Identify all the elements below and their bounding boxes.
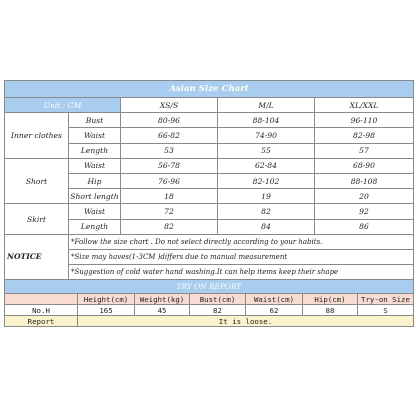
size-value: 82-102 [218,173,315,188]
size-value: 57 [315,143,414,158]
notice-row [5,234,414,249]
size-value: 53 [121,143,218,158]
size-value: 82 [218,204,315,219]
size-value: 55 [218,143,315,158]
size-value: 66-82 [121,128,218,143]
size-value: 82-98 [315,128,414,143]
size-value: 92 [315,204,414,219]
report-label: Report [5,316,78,327]
size-value: 86 [315,219,414,234]
measure-label: Waist [69,158,121,173]
try-on-header: Height(cm) [78,294,135,305]
size-value: 20 [315,189,414,204]
group-label: Inner clothes [5,113,69,159]
size-header-row [5,98,414,113]
size-value: 62-84 [218,158,315,173]
measure-label: Length [69,143,121,158]
group-label: Skirt [5,204,69,234]
report-row [5,316,414,327]
try-on-header: Hip(cm) [303,294,358,305]
unit-label: Unit : CM [5,98,121,113]
try-on-header: Bust(cm) [190,294,246,305]
size-value: 88-104 [218,113,315,128]
table-row [5,158,414,173]
measure-label: Waist [69,128,121,143]
measure-label: Waist [69,204,121,219]
try-on-value: S [358,305,414,316]
try-on-value: 62 [246,305,303,316]
try-on-header: Try-on Size [358,294,414,305]
measure-label: Length [69,219,121,234]
size-value: 18 [121,189,218,204]
size-header: XS/S [121,98,218,113]
try-on-title: TRY ON REPORT [5,280,414,294]
table-row [5,204,414,219]
report-text: It is loose. [78,316,414,327]
size-value: 88-108 [315,173,414,188]
try-on-value: 165 [78,305,135,316]
size-header: M/L [218,98,315,113]
table-row [5,305,414,316]
try-on-value: 45 [135,305,190,316]
try-on-header: Weight(kg) [135,294,190,305]
try-on-header-row [5,294,414,305]
table-row [5,113,414,128]
measure-label: Hip [69,173,121,188]
size-value: 76-96 [121,173,218,188]
size-value: 84 [218,219,315,234]
model-label: No.H [5,305,78,316]
group-label: Short [5,158,69,204]
notice-text: *Suggestion of cold water hand washing.It can help items keep their shape [69,265,414,280]
notice-text: *Follow the size chart . Do not select directly according to your habits. [69,234,414,249]
size-chart-table [4,80,414,280]
size-value: 68-90 [315,158,414,173]
size-value: 80-96 [121,113,218,128]
try-on-value: 82 [190,305,246,316]
size-value: 82 [121,219,218,234]
notice-label: NOTICE [5,234,69,280]
try-on-report-table [4,279,414,327]
try-on-value: 88 [303,305,358,316]
size-value: 96-110 [315,113,414,128]
size-chart-title: Asian Size Chart [5,81,414,98]
measure-label: Short length [69,189,121,204]
size-value: 72 [121,204,218,219]
try-on-header: Waist(cm) [246,294,303,305]
size-value: 19 [218,189,315,204]
try-on-header [5,294,78,305]
size-value: 56-78 [121,158,218,173]
notice-text: *Size may haves(1-3CM )differs due to manual measurement [69,249,414,264]
size-header: XL/XXL [315,98,414,113]
size-value: 74-90 [218,128,315,143]
try-on-title-row [5,280,414,294]
size-chart-title-row [5,81,414,98]
measure-label: Bust [69,113,121,128]
